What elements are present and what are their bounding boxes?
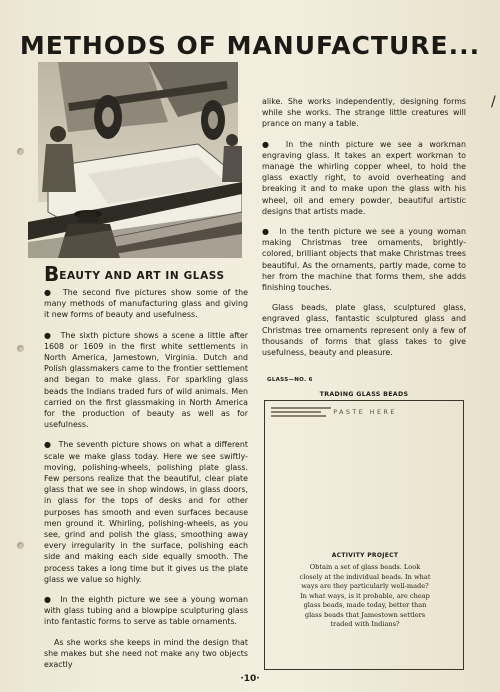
page-title: METHODS OF MANUFACTURE...: [19, 31, 481, 60]
paragraph-text: In the tenth picture we see a young woman making Christmas tree ornaments, brightly-colored, brilliant objects that make Christmas trees beautiful. As the ornaments, partly made, come to her from the machine that forms them, she adds finishing touches.: [262, 227, 466, 293]
paragraph-text: The sixth picture shows a scene a little after 1608 or 1609 in the first white settlements in North America, Jamestown, Virginia. Dutch and Polish glassmakers came to the frontier settlement and began to make glass. For sparkling glass beads the Indians traded furs of wild animals. Men carried on the first glassmaking in North America for the production of beauty as well as for usefulness.: [44, 330, 248, 430]
paragraph-text: The second five pictures show some of the many methods of manufacturing glass and giving it new forms of beauty and usefulness.: [44, 288, 248, 320]
paragraph: Glass beads, plate glass, sculptured glass, engraved glass, fantastic sculptured glass and Christmas tree ornaments represent only a few of thousands of forms that glass takes to give usefulness, beauty and pleasure.: [262, 303, 466, 358]
paragraph: [262, 226, 466, 293]
activity-line: glass beads, made today, better than: [303, 601, 427, 609]
polishing-glass-illustration: [28, 62, 242, 258]
section-heading: [44, 262, 264, 286]
activity-project-heading: ACTIVITY PROJECT: [331, 552, 399, 559]
punch-hole: [17, 148, 24, 155]
left-column: [44, 287, 248, 679]
activity-line: Obtain a set of glass beads. Look: [309, 563, 421, 571]
bullet-icon: ●: [44, 330, 53, 340]
bullet-icon: ●: [262, 227, 271, 237]
section-heading-rest: EAUTY AND ART IN GLASS: [59, 270, 225, 282]
paragraph: [44, 594, 248, 628]
bullet-icon: ●: [44, 288, 54, 297]
trading-beads-title: TRADING GLASS BEADS: [319, 391, 409, 398]
activity-line: traded with Indians?: [330, 620, 400, 628]
paragraph: [44, 330, 248, 431]
punch-hole: [17, 542, 24, 549]
bullet-icon: ●: [262, 139, 273, 149]
paragraph-text: The seventh picture shows on what a different scale we make glass today. Here we see swiftly-moving, polishing-wheels, polishing plate glass. Few persons realize that the beautiful, clear plate glass that we see in shop windows, in glass doors, in glass for the tops of desks and for other purposes has smooth and even surfaces because men ground it. Whirling, polishing-wheels, as you see, grind and polish the glass, smoothing away every irregularity in the surface, polishing each side and making each side equally smooth. The process takes a long time but it gives us the plate glass we value so highly.: [44, 440, 248, 584]
bullet-icon: ●: [44, 440, 52, 450]
paragraph: [44, 287, 248, 321]
punch-hole: [17, 345, 24, 352]
bullet-icon: ●: [44, 595, 53, 605]
activity-line: In what ways, is it probable, are cheap: [300, 591, 430, 600]
page-number: ·10·: [240, 674, 260, 684]
activity-line: ways are they particularly well-made?: [301, 582, 429, 590]
margin-mark: /: [491, 94, 496, 110]
activity-line: closely at the individual beads. In what: [299, 572, 431, 581]
paragraph: [262, 139, 466, 217]
paragraph: alike. She works independently, designing forms while she works. The strange little creatures will prance on many a table.: [262, 97, 466, 129]
paragraph: [44, 439, 248, 585]
section-heading-initial: B: [44, 262, 60, 286]
paragraph-text: In the eighth picture we see a young woman with glass tubing and a blowpipe sculpturing glass into fantastic forms to serve as table ornaments.: [44, 595, 248, 627]
paste-box: [264, 400, 464, 670]
activity-line: glass beads that Jamestown settlers: [304, 610, 426, 619]
glass-number-label: GLASS—NO. 6: [267, 377, 313, 383]
activity-project-text: [265, 563, 465, 630]
paragraph-text: In the ninth picture we see a workman engraving glass. It takes an expert workman to manage the whirling copper wheel, to hold the glass exactly right, to avoid overheating and breaking it and to make upon the glass with his wheel, oil and emery powder, beautiful artistic designs that artists made.: [262, 139, 466, 216]
paste-here-label: PASTE HERE: [333, 409, 397, 416]
right-column: [262, 96, 466, 367]
paragraph: As she works she keeps in mind the design that she makes but she need not make any two objects exactly: [44, 637, 248, 670]
